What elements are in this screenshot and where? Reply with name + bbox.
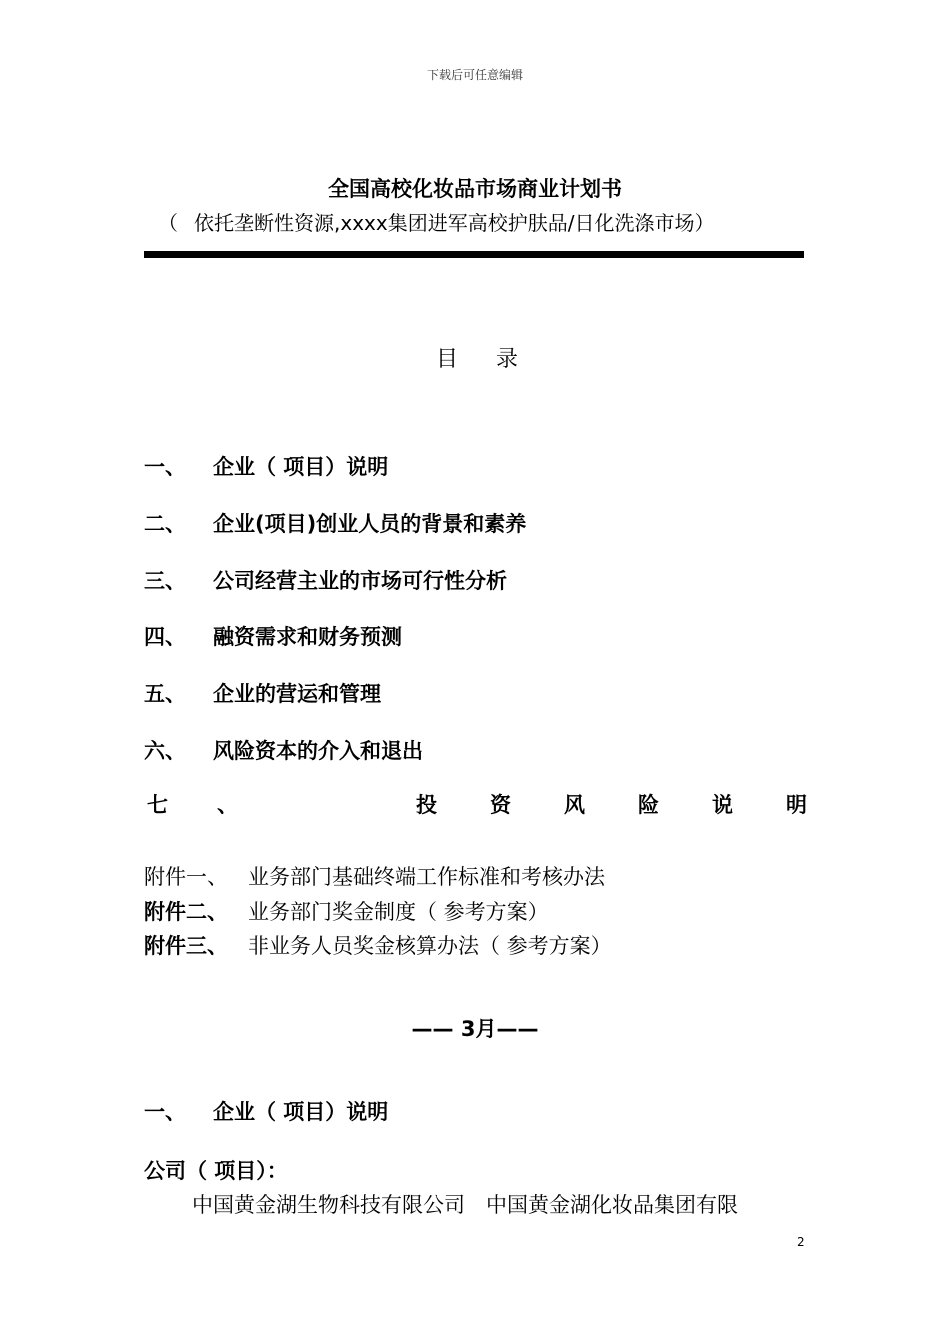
company-label: 公司（ 项目）：	[144, 1159, 288, 1183]
appendix-3-number: 附件三、	[144, 934, 228, 958]
toc-item-7-separator: 、	[217, 793, 238, 817]
section-1-title: 企业（ 项目）说明	[213, 1100, 389, 1124]
toc-item-2-number: 二、	[144, 512, 186, 536]
toc-item-7-char: 明	[786, 793, 807, 817]
appendix-3-text: 非业务人员奖金核算办法（ 参考方案）	[248, 934, 612, 958]
watermark-text: 下载后可任意编辑	[426, 68, 523, 82]
appendix-2-number: 附件二、	[144, 900, 228, 924]
toc-item-4-number: 四、	[144, 625, 186, 649]
toc-item-6-text: 风险资本的介入和退出	[213, 739, 423, 763]
toc-item-2-text: 企业(项目)创业人员的背景和素养	[213, 512, 527, 536]
title-divider	[144, 251, 804, 258]
toc-item-7-number: 七	[147, 793, 168, 817]
date-line: —— 3月——	[411, 1017, 539, 1041]
toc-item-5-text: 企业的营运和管理	[213, 682, 381, 706]
toc-item-4-text: 融资需求和财务预测	[213, 625, 402, 649]
subtitle-open-paren: （	[158, 211, 178, 235]
toc-item-7-char: 投	[416, 793, 437, 817]
appendix-2-text: 业务部门奖金制度（ 参考方案）	[248, 900, 549, 924]
toc-item-7-char: 风	[564, 793, 585, 817]
toc-item-3-number: 三、	[144, 569, 186, 593]
toc-item-1-text: 企业（ 项目）说明	[213, 455, 389, 479]
toc-item-5-number: 五、	[144, 682, 186, 706]
section-1-number: 一、	[144, 1100, 186, 1124]
toc-item-6-number: 六、	[144, 739, 186, 763]
toc-item-1-number: 一、	[144, 455, 186, 479]
toc-item-7-char: 险	[638, 793, 659, 817]
toc-item-3-text: 公司经营主业的市场可行性分析	[213, 569, 507, 593]
toc-item-7	[144, 789, 808, 821]
appendix-1-text: 业务部门基础终端工作标准和考核办法	[248, 865, 605, 889]
appendix-1-number: 附件一、	[144, 865, 228, 889]
company-names: 中国黄金湖生物科技有限公司 中国黄金湖化妆品集团有限	[192, 1193, 738, 1217]
subtitle-text: 依托垄断性资源,xxxx集团进军高校护肤品/日化洗涤市场）	[194, 211, 715, 235]
toc-item-7-char: 说	[712, 793, 733, 817]
toc-item-7-char: 资	[490, 793, 511, 817]
document-title: 全国高校化妆品市场商业计划书	[328, 177, 622, 201]
toc-heading: 目录	[436, 347, 557, 372]
page-number: 2	[797, 1235, 805, 1249]
